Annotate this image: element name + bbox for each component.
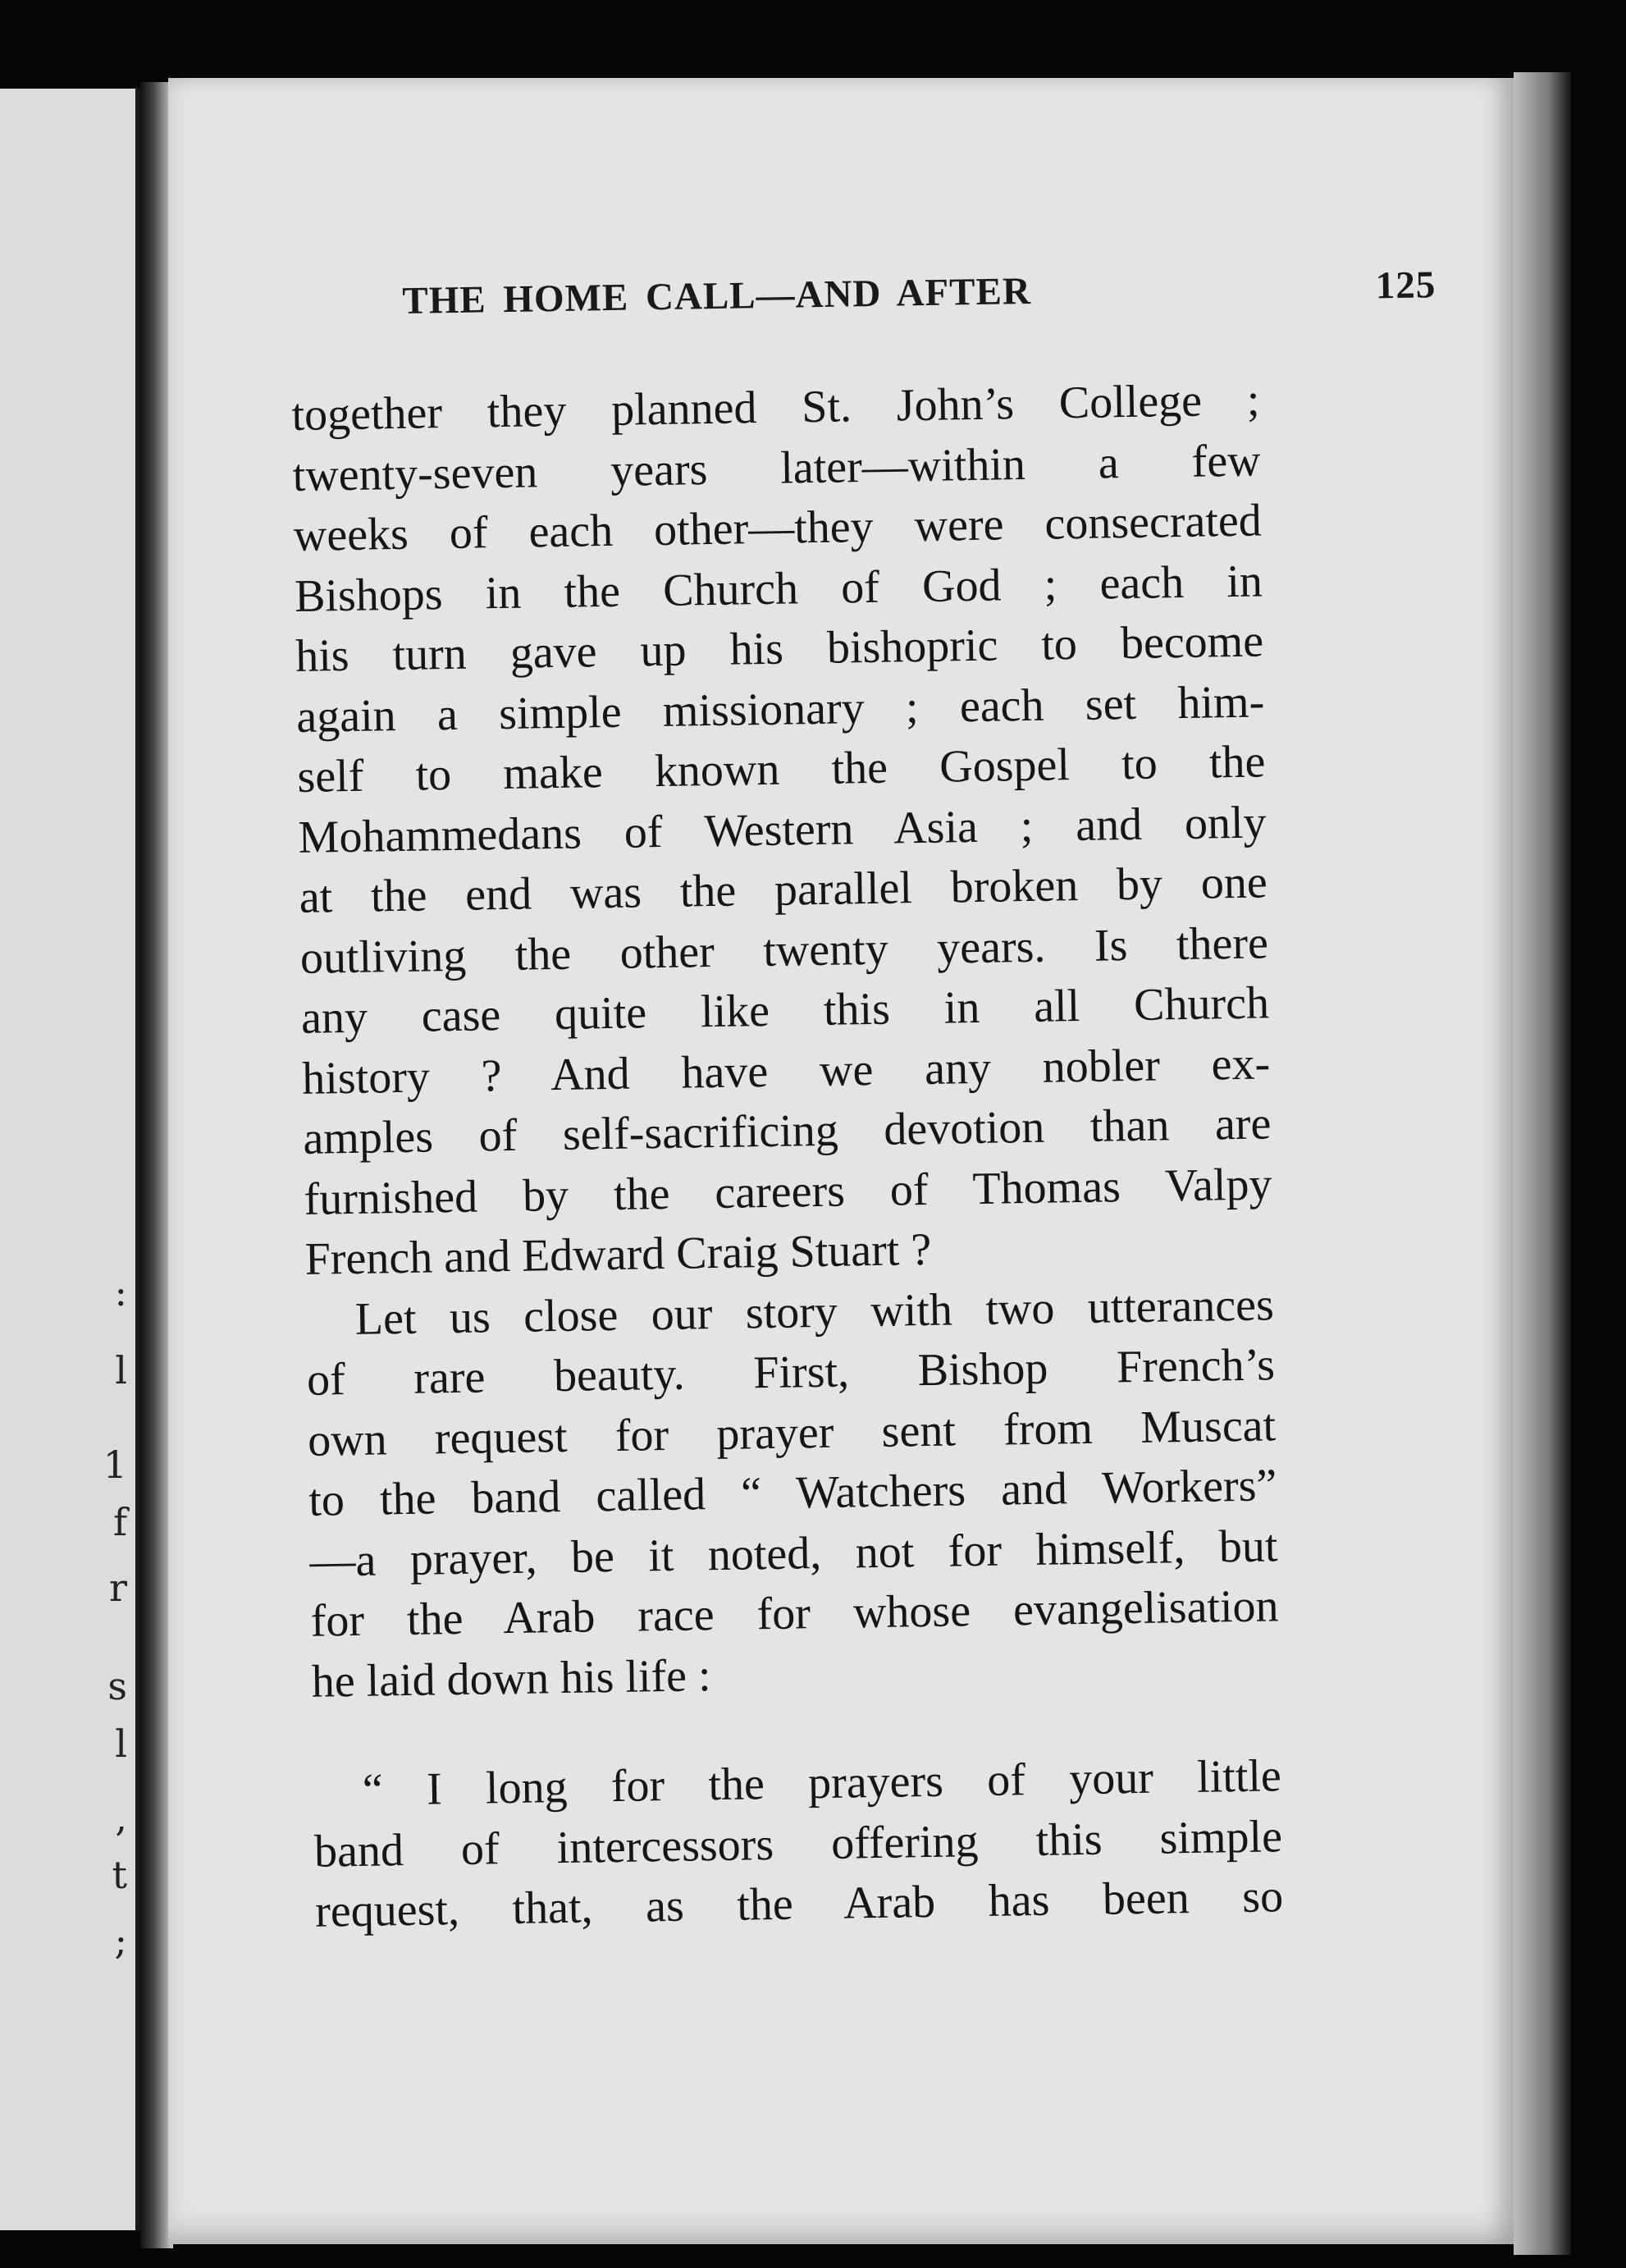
text-line: Bishops in the Church of God ; each in — [294, 555, 1263, 622]
page-fore-edge — [1514, 72, 1571, 2255]
text-line: for the Arab race for whose evangelisation — [310, 1580, 1279, 1647]
facing-page-fragment: : — [114, 1270, 127, 1315]
text-line: band of intercessors offering this simple — [313, 1810, 1283, 1877]
facing-page-fragment: s — [107, 1664, 127, 1708]
text-line: Let us close our story with two utterances — [354, 1278, 1275, 1345]
page-body — [291, 370, 1284, 1942]
text-line: any case quite like this in all Church — [300, 977, 1270, 1044]
facing-page-fragment: f — [112, 1500, 127, 1544]
text-line: twenty-seven years later—within a few — [292, 434, 1262, 501]
facing-page-fragment: t — [112, 1853, 127, 1897]
facing-page-fragment: r — [109, 1566, 127, 1610]
quotation — [313, 1746, 1283, 1942]
facing-page-fragment: l — [115, 1722, 127, 1766]
running-head — [402, 263, 1436, 323]
paragraph-2 — [305, 1275, 1280, 1712]
text-line: furnished by the careers of Thomas Valpy — [304, 1158, 1272, 1225]
text-line: self to make known the Gospel to the — [297, 736, 1266, 802]
text-line: “ I long for the prayers of your little — [362, 1750, 1282, 1816]
running-head-title: THE HOME CALL—AND AFTER — [402, 269, 1032, 322]
text-line: of rare beauty. First, Bishop French’s — [306, 1339, 1276, 1406]
text-line: amples of self-sacrificing devotion than are — [302, 1098, 1272, 1164]
text-line: outliving the other twenty years. Is there — [299, 917, 1269, 984]
text-line: he laid down his life : — [311, 1649, 712, 1708]
facing-page-edge — [0, 89, 140, 2230]
text-line: French and Edward Craig Stuart ? — [304, 1223, 932, 1285]
text-line: weeks of each other—they were consecrated — [293, 495, 1263, 561]
facing-page-fragment: ; — [114, 1918, 127, 1963]
facing-page-fragment: , — [115, 1795, 127, 1840]
facing-page-fragment: 1 — [103, 1443, 127, 1487]
paragraph-1 — [291, 370, 1273, 1290]
text-line: together they planned St. John’s College ; — [291, 374, 1260, 441]
text-line: at the end was the parallel broken by one — [299, 857, 1268, 923]
text-line: again a simple missionary ; each set him- — [295, 675, 1265, 743]
facing-page-fragment: l — [115, 1348, 127, 1392]
text-line: request, that, as the Arab has been so — [314, 1871, 1284, 1937]
text-line: history ? And have we any nobler ex- — [301, 1037, 1271, 1104]
text-line: his turn gave up his bishopric to become — [295, 615, 1264, 682]
text-line: own request for prayer sent from Muscat — [307, 1399, 1277, 1466]
text-line: to the band called “ Watchers and Workers” — [308, 1460, 1277, 1526]
book-page — [168, 78, 1525, 2244]
text-line: —a prayer, be it noted, not for himself, but — [309, 1520, 1278, 1587]
text-line: Mohammedans of Western Asia ; and only — [298, 796, 1267, 863]
page-number: 125 — [1375, 263, 1436, 308]
